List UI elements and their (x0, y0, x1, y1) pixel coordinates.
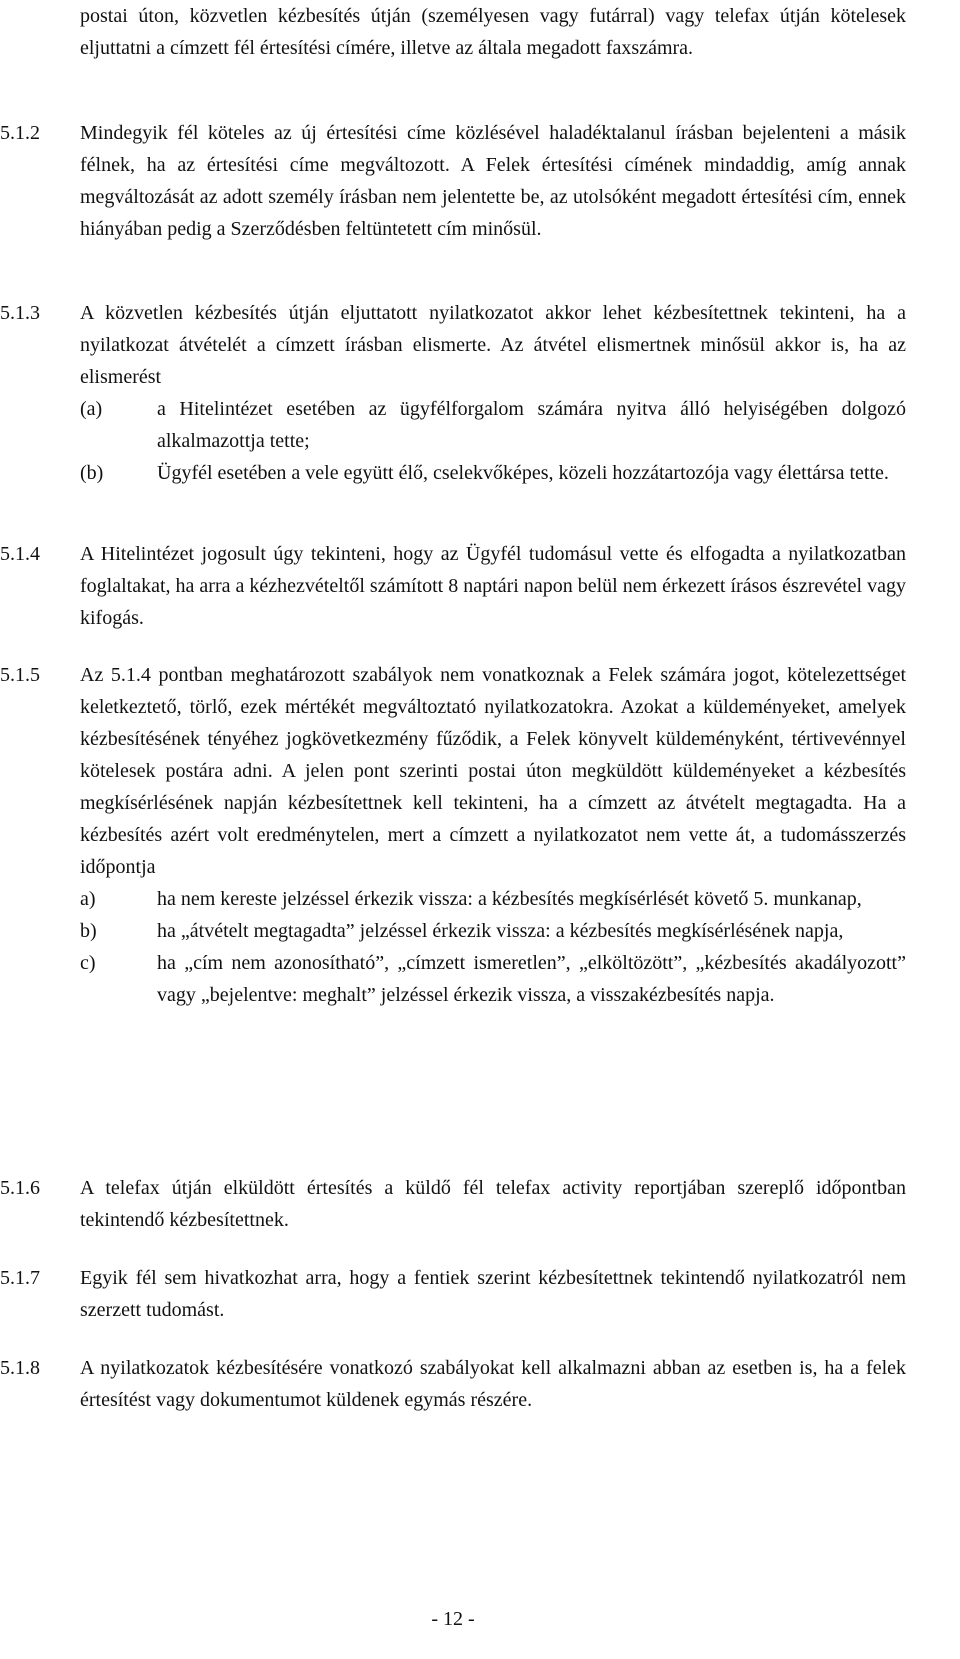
list-item-text: a Hitelintézet esetében az ügyfélforgalom számára nyitva álló helyiségében dolgozó alkalmazottja tette; (157, 398, 906, 452)
section-text: Mindegyik fél köteles az új értesítési címe közlésével haladéktalanul írásban bejelenteni a másik félnek, ha az értesítési címe megváltozott. A Felek értesítési címének mindaddig, amíg annak megváltozását az adott személy írásban nem jelentette be, az utolsóként megadott értesítési cím, ennek hiányában pedig a Szerződésben feltüntetett cím minősül. (80, 122, 906, 240)
section-5-1-6 (0, 1172, 906, 1236)
list-item-text: ha „átvételt megtagadta” jelzéssel érkezik vissza: a kézbesítés megkísérlésének napja, (157, 920, 844, 942)
section-text: A közvetlen kézbesítés útján eljuttatott nyilatkozatot akkor lehet kézbesítettnek tekinteni, ha a nyilatkozat átvételét a címzett írásban elismerte. Az átvétel elismertnek minősül akkor is, ha az elismerést (80, 302, 906, 388)
intro-paragraph (80, 0, 906, 64)
section-text: A nyilatkozatok kézbesítésére vonatkozó szabályokat kell alkalmazni abban az esetben is, ha a felek értesítést vagy dokumentumot küldenek egymás részére. (80, 1357, 906, 1411)
list-item (80, 457, 906, 489)
section-number: 5.1.6 (0, 1177, 40, 1199)
section-number: 5.1.5 (0, 664, 40, 686)
section-text: Az 5.1.4 pontban meghatározott szabályok nem vonatkoznak a Felek számára jogot, kötelezettséget keletkeztető, törlő, ezek mértékét megváltoztató nyilatkozatokra. Azokat a küldeményeket, amelyek kézbesítésének tényéhez jogkövetkezmény fűződik, a Felek könyvelt küldeményként, tértivevénnyel kötelesek postára adni. A jelen pont szerinti postai úton megküldött küldeményeket a kézbesítés megkísérlésének napján kézbesítettnek kell tekinteni, ha a címzett az átvételt megtagadta. Ha a kézbesítés azért volt eredménytelen, mert a címzett a nyilatkozatot nem vette át, a tudomásszerzés időpontja (80, 664, 906, 878)
section-number: 5.1.3 (0, 302, 40, 324)
section-text: A Hitelintézet jogosult úgy tekinteni, hogy az Ügyfél tudomásul vette és elfogadta a nyilatkozatban foglaltakat, ha arra a kézhezvételtől számított 8 naptári napon belül nem érkezett írásos észrevétel vagy kifogás. (80, 543, 906, 629)
list-item (80, 393, 906, 457)
section-5-1-5 (0, 659, 906, 1011)
section-text: A telefax útján elküldött értesítés a küldő fél telefax activity reportjában szereplő időpontban tekintendő kézbesítettnek. (80, 1177, 906, 1231)
list-item-label: a) (80, 888, 96, 910)
section-5-1-7 (0, 1262, 906, 1326)
list-item-label: (b) (80, 462, 104, 484)
intro-text: postai úton, közvetlen kézbesítés útján (személyesen vagy futárral) vagy telefax útján kötelesek eljuttatni a címzett fél értesítési címére, illetve az általa megadott faxszámra. (80, 5, 906, 59)
section-number: 5.1.4 (0, 543, 40, 565)
list-item-label: c) (80, 952, 96, 974)
section-number: 5.1.7 (0, 1267, 40, 1289)
list-item-text: Ügyfél esetében a vele együtt élő, cselekvőképes, közeli hozzátartozója vagy élettársa tette. (157, 462, 889, 484)
page-footer (0, 1603, 906, 1635)
list-item (80, 883, 906, 915)
list-item-label: b) (80, 920, 97, 942)
page-number: - 12 - (431, 1608, 475, 1630)
section-number: 5.1.8 (0, 1357, 40, 1379)
list-item-text: ha „cím nem azonosítható”, „címzett ismeretlen”, „elköltözött”, „kézbesítés akadályozott” vagy „bejelentve: meghalt” jelzéssel érkezik vissza, a visszakézbesítés napja. (157, 952, 906, 1006)
section-5-1-4 (0, 538, 906, 634)
section-text: Egyik fél sem hivatkozhat arra, hogy a fentiek szerint kézbesítettnek tekintendő nyilatkozatról nem szerzett tudomást. (80, 1267, 906, 1321)
list-item-text: ha nem kereste jelzéssel érkezik vissza: a kézbesítés megkísérlését követő 5. munkanap, (157, 888, 862, 910)
section-number: 5.1.2 (0, 122, 40, 144)
section-5-1-2 (0, 117, 906, 245)
list-item (80, 947, 906, 1011)
list-item (80, 915, 906, 947)
list-item-label: (a) (80, 398, 103, 420)
section-5-1-3 (0, 297, 906, 489)
section-5-1-8 (0, 1352, 906, 1416)
